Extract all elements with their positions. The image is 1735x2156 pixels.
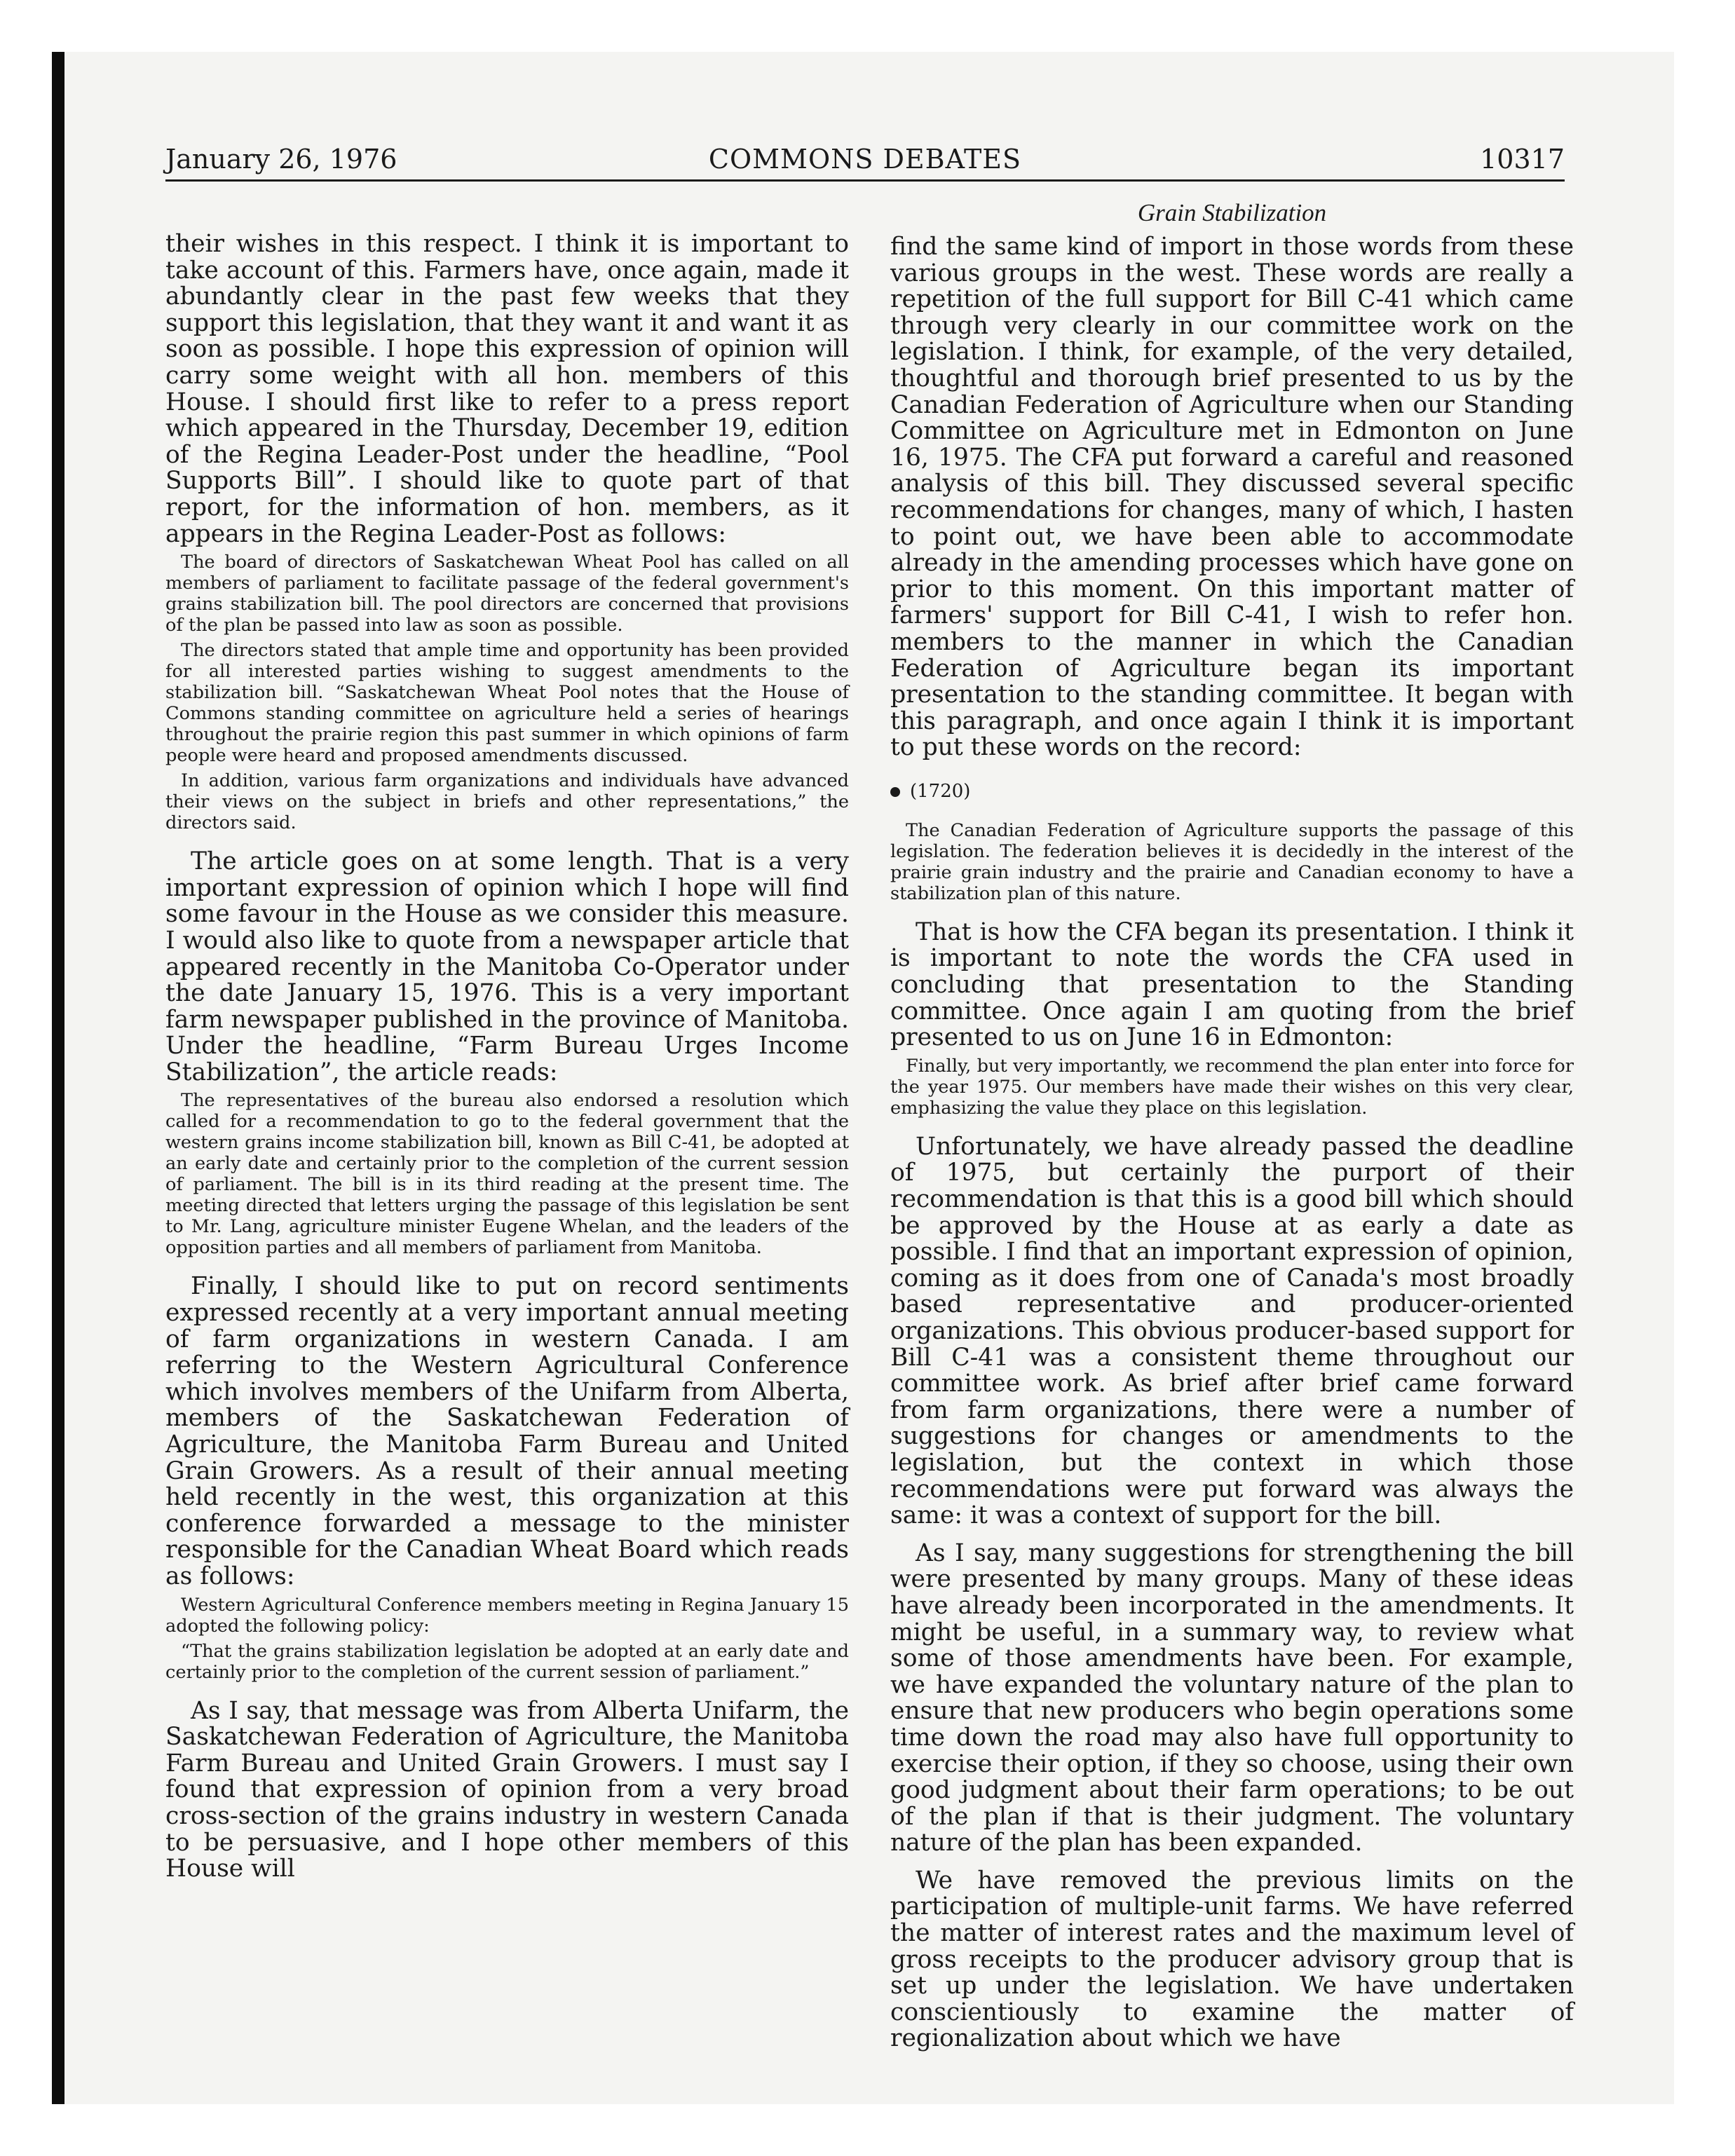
- paragraph: As I say, many suggestions for strengthening the bill were presented by many groups. Many of these ideas have already been incorporated in the amendments. It might be useful, in a summary way, to review what some of those amendments have been. For example, we have expanded the voluntary nature of the plan to ensure that new producers who begin operations some time down the road may also have full opportunity to exercise their option, if they so choose, using their own good judgment about their farm operations; to be out of the plan if that is their judgment. The voluntary nature of the plan has been expanded.: [890, 1538, 1574, 1857]
- header-date: January 26, 1976: [165, 144, 397, 175]
- paragraph: find the same kind of import in those words from these various groups in the west. These words are really a repetition of the full support for Bill C-41 which came through very clearly in our committee work on the legislation. I think, for example, of the very detailed, thoughtful and thorough brief presented to us by the Canadian Federation of Agriculture when our Standing Committee on Agriculture met in Edmonton on June 16, 1975. The CFA put forward a careful and reasoned analysis of this bill. They discussed several specific recommendations for changes, many of which, I hasten to point out, we have been able to accommodate already in the amending processes which have gone on prior to this moment. On this important matter of farmers' support for Bill C-41, I wish to refer hon. members to the manner in which the Canadian Federation of Agriculture began its important presentation to the standing committee. It began with this paragraph, and once again I think it is important to put these words on the record:: [890, 233, 1574, 762]
- right-column: [890, 198, 1574, 2052]
- paragraph: That is how the CFA began its presentation. I think it is important to note the words the CFA used in concluding that presentation to the Standing committee. Once again I am quoting from the brief presented to us on June 16 in Edmonton:: [890, 917, 1574, 1052]
- paragraph: As I say, that message was from Alberta Unifarm, the Saskatchewan Federation of Agriculture, the Manitoba Farm Bureau and United Grain Growers. I must say I found that expression of opinion from a very broad cross-section of the grains industry in western Canada to be persuasive, and I hope other members of this House will: [165, 1696, 849, 1883]
- quotation: “That the grains stabilization legislation be adopted at an early date and certainly prior to the completion of the current session of parliament.”: [165, 1640, 849, 1683]
- page-header: [165, 142, 1565, 182]
- header-page-number: 10317: [1480, 144, 1565, 175]
- scan-edge: [52, 52, 64, 2104]
- time-marker: [890, 779, 1574, 803]
- paragraph: Finally, I should like to put on record sentiments expressed recently at a very important annual meeting of farm organizations in western Canada. I am referring to the Western Agricultural Conference which involves members of the Unifarm from Alberta, members of the Saskatchewan Federation of Agriculture, the Manitoba Farm Bureau and United Grain Growers. As a result of their annual meeting held recently in the west, this organization at this conference forwarded a message to the minister responsible for the Canadian Wheat Board which reads as follows:: [165, 1272, 849, 1590]
- quotation: The representatives of the bureau also endorsed a resolution which called for a recommendation to go to the federal government that the western grains income stabilization bill, known as Bill C-41, be adopted at an early date and certainly prior to the completion of the current session of parliament. The bill is in its third reading at the present time. The meeting directed that letters urging the passage of this legislation be sent to Mr. Lang, agriculture minister Eugene Whelan, and the leaders of the opposition parties and all members of parliament from Manitoba.: [165, 1090, 849, 1259]
- quotation: The board of directors of Saskatchewan Wheat Pool has called on all members of parliament to facilitate passage of the federal government's grains stabilization bill. The pool directors are concerned that provisions of the plan be passed into law as soon as possible.: [165, 552, 849, 636]
- paragraph: their wishes in this respect. I think it is important to take account of this. Farmers have, once again, made it abundantly clear in the past few weeks that they support this legislation, that they want it and want it as soon as possible. I hope this expression of opinion will carry some weight with all hon. members of this House. I should first like to refer to a press report which appeared in the Thursday, December 19, edition of the Regina Leader-Post under the headline, “Pool Supports Bill”. I should like to quote part of that report, for the information of hon. members, as it appears in the Regina Leader-Post as follows:: [165, 230, 849, 548]
- running-head: Grain Stabilization: [1137, 199, 1327, 226]
- quotation: The Canadian Federation of Agriculture supports the passage of this legislation. The federation believes it is decidedly in the interest of the prairie grain industry and the prairie and Canadian economy to have a stabilization plan of this nature.: [890, 819, 1574, 904]
- bullet-icon: [890, 787, 900, 797]
- paragraph: Unfortunately, we have already passed the deadline of 1975, but certainly the purport of their recommendation is that this is a good bill which should be approved by the House at as early a date as possible. I find that an important expression of opinion, coming as it does from one of Canada's most broadly based representative and producer-oriented organizations. This obvious producer-based support for Bill C-41 was a consistent theme throughout our committee work. As brief after brief came forward from farm organizations, there were a number of suggestions for changes or amendments to the legislation, but the context in which those recommendations were put forward was always the same: it was a context of support for the bill.: [890, 1132, 1574, 1530]
- quotation: Western Agricultural Conference members meeting in Regina January 15 adopted the following policy:: [165, 1594, 849, 1637]
- quotation: In addition, various farm organizations and individuals have advanced their views on the subject in briefs and other representations,” the directors said.: [165, 770, 849, 834]
- paragraph: The article goes on at some length. That is a very important expression of opinion which I hope will find some favour in the House as we consider this measure. I would also like to quote from a newspaper article that appeared recently in the Manitoba Co-Operator under the date January 15, 1976. This is a very important farm newspaper published in the province of Manitoba. Under the headline, “Farm Bureau Urges Income Stabilization”, the article reads:: [165, 847, 849, 1086]
- paragraph: We have removed the previous limits on the participation of multiple-unit farms. We have referred the matter of interest rates and the maximum level of gross receipts to the producer advisory group that is set up under the legislation. We have undertaken conscientiously to examine the matter of regionalization about which we have: [890, 1866, 1574, 2053]
- time-marker-label: (1720): [910, 780, 971, 802]
- left-column: [165, 231, 849, 1883]
- quotation: Finally, but very importantly, we recommend the plan enter into force for the year 1975. Our members have made their wishes on this very clear, emphasizing the value they place on this legislation.: [890, 1055, 1574, 1119]
- header-title: COMMONS DEBATES: [708, 144, 1022, 175]
- quotation: The directors stated that ample time and opportunity has been provided for all interested parties wishing to suggest amendments to the stabilization bill. “Saskatchewan Wheat Pool notes that the House of Commons standing committee on agriculture held a series of hearings throughout the prairie region this past summer in which opinions of farm people were heard and proposed amendments discussed.: [165, 640, 849, 767]
